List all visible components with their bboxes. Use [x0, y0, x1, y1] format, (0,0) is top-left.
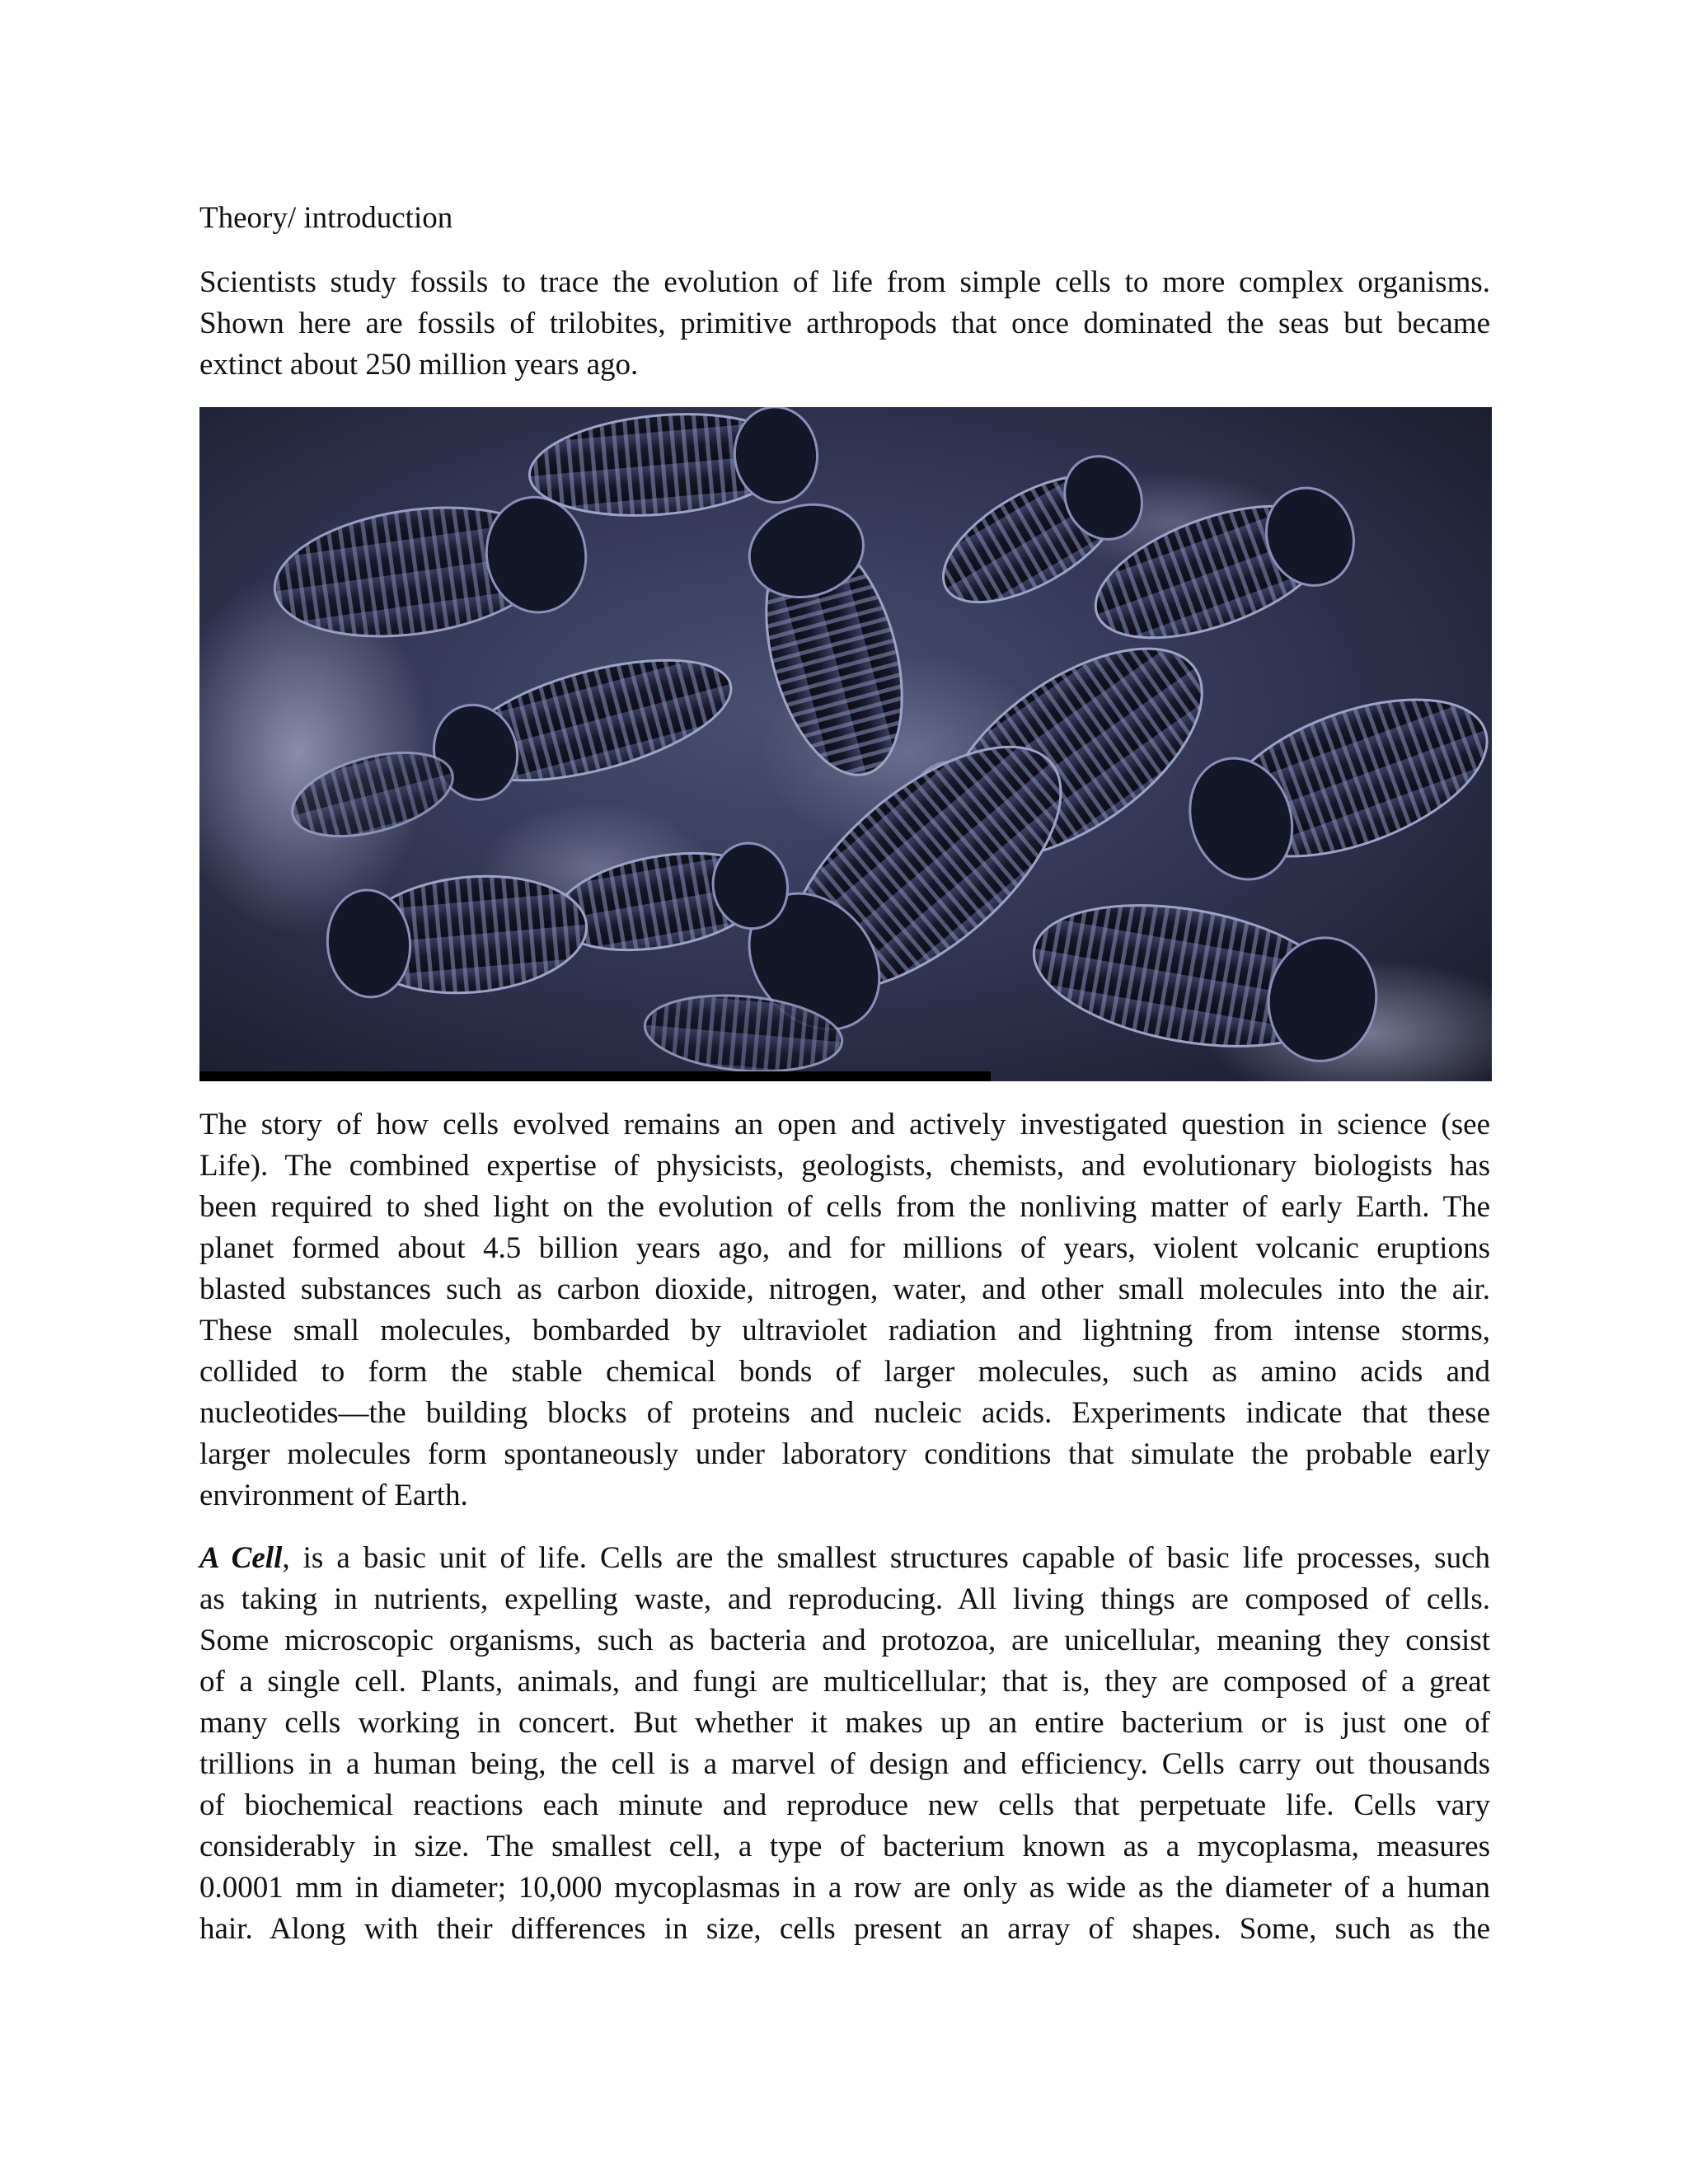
story-line: blasted substances such as carbon dioxide, nitrogen, water, and other small molecules into the air.	[199, 1272, 1490, 1306]
story-paragraph	[199, 1104, 1490, 1516]
cell-first-line-text: , is a basic unit of life. Cells are the smallest structures capable of basic life processes, such	[282, 1541, 1490, 1575]
story-line: environment of Earth.	[199, 1479, 468, 1512]
intro-line: Scientists study fossils to trace the evolution of life from simple cells to more complex organisms.	[199, 265, 1490, 299]
story-line: These small molecules, bombarded by ultraviolet radiation and lightning from intense storms,	[199, 1314, 1490, 1347]
story-line: larger molecules form spontaneously under laboratory conditions that simulate the probable early	[199, 1437, 1490, 1471]
story-line: The story of how cells evolved remains an open and actively investigated question in science (see	[199, 1108, 1490, 1141]
section-heading: Theory/ introduction	[199, 201, 453, 235]
cell-line: of a single cell. Plants, animals, and fungi are multicellular; that is, they are composed of a great	[199, 1665, 1490, 1699]
intro-line: extinct about 250 million years ago.	[199, 348, 639, 382]
story-line: planet formed about 4.5 billion years ago, and for millions of years, violent volcanic eruptions	[199, 1231, 1490, 1265]
cell-paragraph	[199, 1538, 1490, 1950]
cell-line: as taking in nutrients, expelling waste, and reproducing. All living things are composed of cells.	[199, 1582, 1490, 1616]
story-line: been required to shed light on the evolution of cells from the nonliving matter of early Earth. The	[199, 1190, 1490, 1224]
trilobite-fossil-photo	[199, 407, 1492, 1081]
cell-line: Some microscopic organisms, such as bacteria and protozoa, are unicellular, meaning they consist	[199, 1624, 1490, 1657]
story-line: collided to form the stable chemical bonds of larger molecules, such as amino acids and	[199, 1355, 1490, 1389]
cell-first-line	[199, 1538, 1490, 1579]
cell-line: 0.0001 mm in diameter; 10,000 mycoplasmas in a row are only as wide as the diameter of a human	[199, 1871, 1490, 1905]
cell-line: of biochemical reactions each minute and reproduce new cells that perpetuate life. Cells vary	[199, 1788, 1490, 1822]
intro-line: Shown here are fossils of trilobites, primitive arthropods that once dominated the seas but became	[199, 307, 1490, 340]
cell-line: trillions in a human being, the cell is a marvel of design and efficiency. Cells carry out thousands	[199, 1747, 1490, 1781]
intro-paragraph	[199, 262, 1490, 386]
cell-term: A Cell	[199, 1541, 283, 1575]
story-line: nucleotides—the building blocks of proteins and nucleic acids. Experiments indicate that these	[199, 1396, 1490, 1430]
cell-line: considerably in size. The smallest cell, a type of bacterium known as a mycoplasma, measures	[199, 1830, 1490, 1863]
cell-line: many cells working in concert. But whether it makes up an entire bacterium or is just one of	[199, 1706, 1490, 1740]
story-line: Life). The combined expertise of physicists, geologists, chemists, and evolutionary biologists has	[199, 1149, 1490, 1183]
cell-line: hair. Along with their differences in size, cells present an array of shapes. Some, such as the	[199, 1912, 1490, 1946]
